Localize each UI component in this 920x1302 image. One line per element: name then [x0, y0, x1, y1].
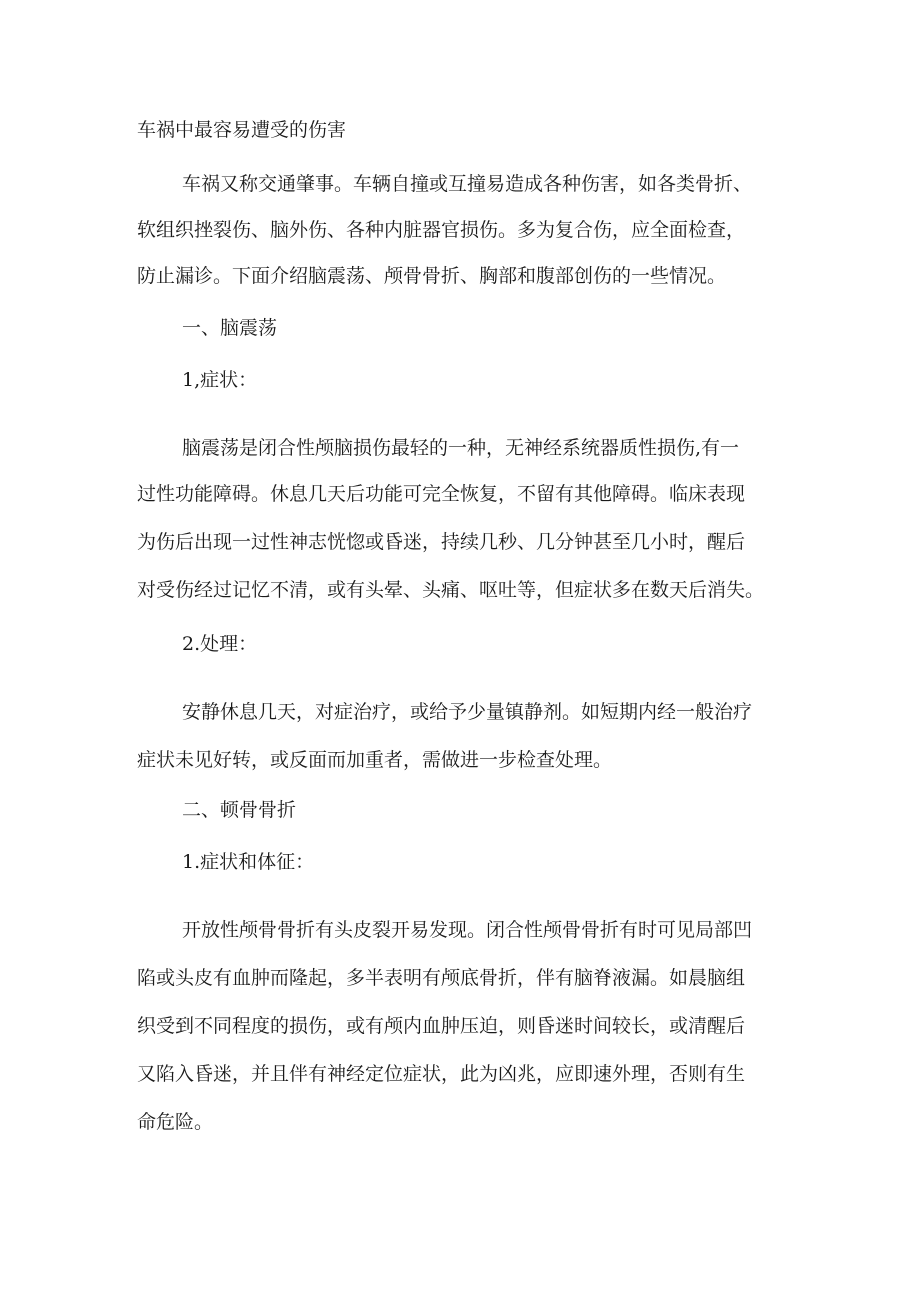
section-1-para-1-line-4: 对受伤经过记忆不清，或有头晕、头痛、呕吐等，但症状多在数天后消失。 [137, 579, 765, 601]
intro-line-3: 防止漏诊。下面介绍脑震荡、颅骨骨折、胸部和腹部创伤的一些情况。 [137, 265, 727, 287]
section-2-para-1-line-1: 开放性颅骨骨折有头皮裂开易发现。闭合性颅骨骨折有时可见局部凹 [182, 919, 753, 941]
section-2-heading: 二、顿骨骨折 [182, 799, 297, 821]
section-1-heading: 一、脑震荡 [182, 317, 278, 339]
section-2-para-1-line-2: 陷或头皮有血肿而隆起，多半表明有颅底骨折，伴有脑脊液漏。如晨脑组 [137, 967, 746, 989]
section-1-para-1-line-1: 脑震荡是闭合性颅脑损伤最轻的一种，无神经系统器质性损伤,有一 [182, 437, 740, 459]
section-1-para-1-line-2: 过性功能障碍。休息几天后功能可完全恢复，不留有其他障碍。临床表现 [137, 483, 746, 505]
section-2-subheading-1: 1.症状和体征： [182, 851, 315, 873]
document-title: 车祸中最容易遭受的伤害 [137, 119, 347, 141]
section-1-para-1-line-3: 为伤后出现一过性神志恍惚或昏迷，持续几秒、几分钟甚至几小时，醒后 [137, 531, 746, 553]
section-2-para-1-line-3: 织受到不同程度的损伤，或有颅内血肿压迫，则昏迷时间较长，或清醒后 [137, 1015, 746, 1037]
section-1-subheading-2: 2.处理： [182, 633, 258, 655]
intro-line-2: 软组织挫裂伤、脑外伤、各种内脏器官损伤。多为复合伤，应全面检查， [137, 219, 746, 241]
intro-line-1: 车祸又称交通肇事。车辆自撞或互撞易造成各种伤害，如各类骨折、 [182, 173, 753, 195]
section-1-para-2-line-2: 症状未见好转，或反面而加重者，需做进一步检查处理。 [137, 749, 613, 771]
section-1-subheading-1: 1,症状： [182, 369, 258, 391]
section-2-para-1-line-4: 又陷入昏迷，并且伴有神经定位症状，此为凶兆，应即速外理，否则有生 [137, 1063, 746, 1085]
section-2-para-1-line-5: 命危险。 [137, 1111, 214, 1133]
section-1-para-2-line-1: 安静休息几天，对症治疗，或给予少量镇静剂。如短期内经一般治疗 [182, 701, 753, 723]
